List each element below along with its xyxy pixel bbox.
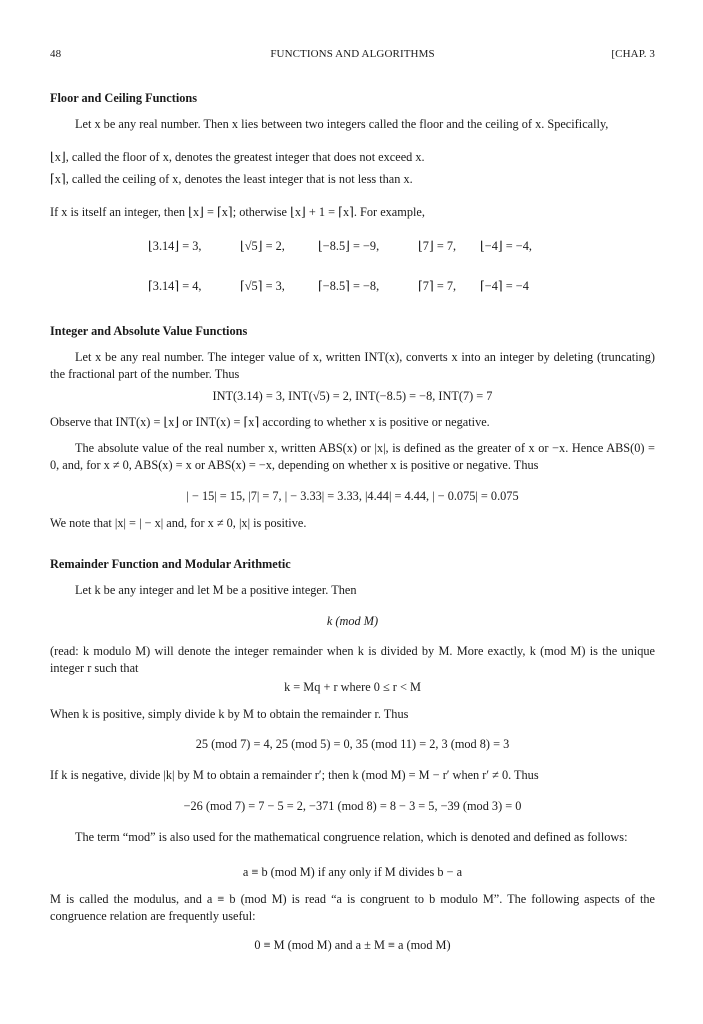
floor-ceiling-intro: Let x be any real number. Then x lies between two integers called the floor and the ceiling of x. Specifically, xyxy=(75,117,609,131)
ceiling-definition: ⌈x⌉, called the ceiling of x, denotes the least integer that is not less than x. xyxy=(50,172,413,186)
positive-case-text: When k is positive, simply divide k by M to obtain the remainder r. Thus xyxy=(50,707,409,721)
modulus-text: M is called the modulus, and a ≡ b (mod M) is read “a is congruent to b modulo M”. The following aspects of the congruence relation are frequently useful: xyxy=(50,892,655,923)
floor-example: ⌊7⌋ = 7, xyxy=(418,239,457,253)
ceiling-example: ⌈7⌉ = 7, xyxy=(418,279,457,293)
negative-case-text: If k is negative, divide |k| by M to obtain a remainder r′; then k (mod M) = M − r′ when r′ ≠ 0. Thus xyxy=(50,768,539,782)
ceiling-example: ⌈−8.5⌉ = −8, xyxy=(318,279,380,293)
running-header xyxy=(50,47,655,65)
floor-example: ⌊3.14⌋ = 3, xyxy=(148,239,202,253)
remainder-intro: Let k be any integer and let M be a positive integer. Then xyxy=(75,583,357,597)
section-title-floor-ceiling: Floor and Ceiling Functions xyxy=(50,91,198,105)
floor-definition: ⌊x⌋, called the floor of x, denotes the greatest integer that does not exceed x. xyxy=(50,150,425,164)
chapter-label: [CHAP. 3 xyxy=(611,48,655,60)
ceiling-example: ⌈3.14⌉ = 4, xyxy=(148,279,202,293)
integer-case-text: If x is itself an integer, then ⌊x⌋ = ⌈x⌉; otherwise ⌊x⌋ + 1 = ⌈x⌉. For example, xyxy=(50,205,425,219)
congruence-definition: a ≡ b (mod M) if any only if M divides b − a xyxy=(242,865,463,879)
floor-examples-row xyxy=(0,238,703,262)
ceiling-example: ⌈√5⌉ = 3, xyxy=(240,279,285,293)
floor-example: ⌊−8.5⌋ = −9, xyxy=(318,239,380,253)
k-mod-m: k (mod M) xyxy=(326,614,379,628)
remainder-definition: (read: k modulo M) will denote the integer remainder when k is divided by M. More exactly, k (mod M) is the unique integer r such that xyxy=(50,644,655,675)
integer-value-intro: Let x be any real number. The integer value of x, written INT(x), converts x into an integer by deleting (truncating) the fractional part of the number. Thus xyxy=(50,350,655,381)
page-number: 48 xyxy=(50,48,62,60)
floor-example: ⌊√5⌋ = 2, xyxy=(240,239,285,253)
absolute-value-definition: The absolute value of the real number x, written ABS(x) or |x|, is defined as the greater of x or −x. Hence ABS(0) = 0, and, for x ≠ 0, ABS(x) = x or ABS(x) = −x, depending on whether x is positive or negative. Thus xyxy=(50,441,655,472)
abs-examples: | − 15| = 15, |7| = 7, | − 3.33| = 3.33, |4.44| = 4.44, | − 0.075| = 0.075 xyxy=(186,489,519,503)
running-title: FUNCTIONS AND ALGORITHMS xyxy=(270,48,435,60)
int-examples: INT(3.14) = 3, INT(√5) = 2, INT(−8.5) = −8, INT(7) = 7 xyxy=(212,389,493,403)
congruence-aspects: 0 ≡ M (mod M) and a ± M ≡ a (mod M) xyxy=(254,938,451,952)
ceiling-example: ⌈−4⌉ = −4 xyxy=(480,279,529,293)
ceiling-examples-row xyxy=(0,278,703,302)
section-title-remainder: Remainder Function and Modular Arithmetic xyxy=(50,557,291,571)
abs-note: We note that |x| = | − x| and, for x ≠ 0, |x| is positive. xyxy=(50,516,307,530)
positive-examples: 25 (mod 7) = 4, 25 (mod 5) = 0, 35 (mod 11) = 2, 3 (mod 8) = 3 xyxy=(195,737,510,751)
division-equation: k = Mq + r where 0 ≤ r < M xyxy=(284,680,421,694)
negative-examples: −26 (mod 7) = 7 − 5 = 2, −371 (mod 8) = 8 − 3 = 5, −39 (mod 3) = 0 xyxy=(183,799,522,813)
int-observation: Observe that INT(x) = ⌊x⌋ or INT(x) = ⌈x⌉ according to whether x is positive or negative. xyxy=(50,415,490,429)
floor-example: ⌊−4⌋ = −4, xyxy=(480,239,532,253)
congruence-intro: The term “mod” is also used for the mathematical congruence relation, which is denoted and defined as follows: xyxy=(75,830,628,844)
section-title-integer-absolute: Integer and Absolute Value Functions xyxy=(50,324,248,338)
